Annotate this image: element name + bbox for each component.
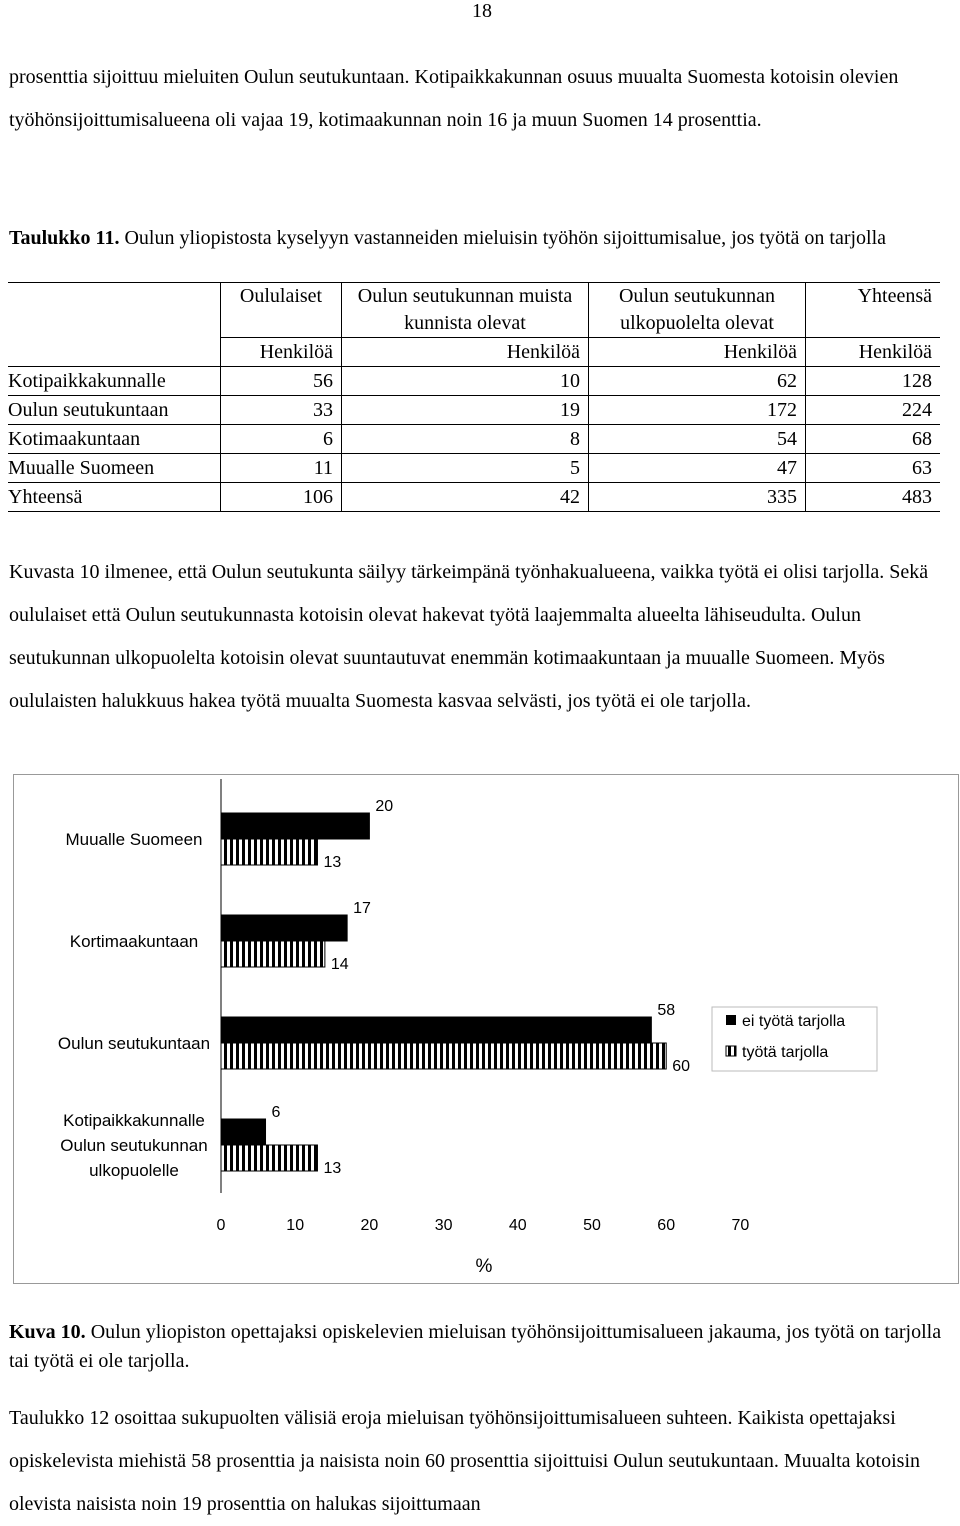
table-cell: 54 [589, 425, 806, 454]
table-row-label: Yhteensä [8, 483, 221, 512]
x-axis-title: % [475, 1256, 493, 1277]
table-unit-header: Henkilöä [221, 338, 342, 367]
table-caption [9, 224, 955, 253]
data-table [8, 282, 940, 512]
table-cell: 62 [589, 367, 806, 396]
table-unit-row [8, 338, 940, 367]
table-row [8, 454, 940, 483]
category-label: Kortimaakuntaan [69, 932, 199, 951]
x-tick-label: 10 [286, 1217, 305, 1234]
bar-data-label: 14 [330, 956, 349, 973]
table-caption-label: Taulukko 11. [9, 227, 120, 249]
paragraph-analysis: Kuvasta 10 ilmenee, että Oulun seutukunta säilyy tärkeimpänä työnhakualueena, vaikka työtä ei olisi tarjolla. Sekä oululaiset että Oulun seutukunnasta kotoisin olevat hakevat työtä laajemmalta alueelta lähiseudulta. Oulun seutukunnan ulkopuolelta kotoisin olevat suuntautuvat enemmän kotimaakuntaan ja muualle Suomeen. Myös oululaisten halukkuus hakea työtä muualta Suomesta kasvaa selvästi, jos työtä ei ole tarjolla. [9, 561, 929, 712]
bar-data-label: 13 [323, 854, 342, 871]
bar-offered [221, 1145, 317, 1171]
legend-label: työtä tarjolla [742, 1044, 829, 1061]
table-cell: 47 [589, 454, 806, 483]
table-cell: 8 [342, 425, 589, 454]
table-cell: 10 [342, 367, 589, 396]
category-label: Oulun seutukunnan [60, 1136, 208, 1155]
table-row [8, 483, 940, 512]
table-cell: 56 [221, 367, 342, 396]
x-tick-label: 40 [508, 1217, 527, 1234]
paragraph-intro: prosenttia sijoittuu mieluiten Oulun seutukuntaan. Kotipaikkakunnan osuus muualta Suomesta kotoisin olevien työhönsijoittumisalueena oli vajaa 19, kotimaakunnan noin 16 ja muun Suomen 14 prosenttia. [9, 66, 899, 131]
table-unit-header: Henkilöä [342, 338, 589, 367]
figure-caption-label: Kuva 10. [9, 1321, 86, 1343]
bar-data-label: 20 [375, 798, 394, 815]
x-tick-label: 30 [434, 1217, 453, 1234]
table-cell: 224 [806, 396, 941, 425]
table-cell: 42 [342, 483, 589, 512]
chart-frame [13, 774, 959, 1284]
table-cell: 172 [589, 396, 806, 425]
legend-swatch-solid [726, 1015, 736, 1025]
bar-data-label: 13 [323, 1160, 342, 1177]
bar-data-label: 6 [271, 1104, 281, 1121]
table-row-label: Kotimaakuntaan [8, 425, 221, 454]
bar-not-offered [221, 1119, 266, 1145]
table-cell: 63 [806, 454, 941, 483]
bar-offered [221, 941, 325, 967]
legend-label: ei työtä tarjolla [742, 1013, 846, 1030]
table-row-label: Kotipaikkakunnalle [8, 367, 221, 396]
bar-offered [221, 1043, 666, 1069]
table-row [8, 396, 940, 425]
x-tick-label: 70 [731, 1217, 750, 1234]
table-col-header: Yhteensä [806, 283, 941, 338]
category-label: Muualle Suomeen [65, 830, 203, 849]
table-row [8, 425, 940, 454]
x-tick-label: 60 [657, 1217, 676, 1234]
table-corner-cell [8, 338, 221, 367]
bar-chart [14, 775, 958, 1283]
bar-not-offered [221, 915, 347, 941]
bar-offered [221, 839, 317, 865]
table-row-label: Muualle Suomeen [8, 454, 221, 483]
table-unit-header: Henkilöä [589, 338, 806, 367]
table-cell: 483 [806, 483, 941, 512]
table-cell: 33 [221, 396, 342, 425]
table-cell: 106 [221, 483, 342, 512]
bar-not-offered [221, 813, 369, 839]
table-cell: 128 [806, 367, 941, 396]
category-label: ulkopuolelle [89, 1161, 179, 1180]
x-tick-label: 0 [216, 1217, 226, 1234]
x-tick-label: 50 [583, 1217, 601, 1234]
table-row-label: Oulun seutukuntaan [8, 396, 221, 425]
legend-swatch-striped [726, 1046, 736, 1056]
figure-caption-text: Oulun yliopiston opettajaksi opiskelevien mieluisan työhönsijoittumisalueen jakauma, jos työtä on tarjolla tai työtä ei ole tarjolla. [9, 1321, 942, 1372]
table-row [8, 367, 940, 396]
table-corner-cell [8, 283, 221, 338]
legend [712, 1007, 877, 1071]
page-number: 18 [472, 0, 492, 22]
table-col-header: Oulun seutukunnan ulkopuolelta olevat [589, 283, 806, 338]
bar-data-label: 17 [353, 900, 371, 917]
table-col-header: Oululaiset [221, 283, 342, 338]
table-cell: 335 [589, 483, 806, 512]
category-label: Kotipaikkakunnalle [63, 1111, 205, 1130]
bar-data-label: 58 [657, 1002, 676, 1019]
bar-data-label: 60 [672, 1058, 690, 1075]
bar-not-offered [221, 1017, 651, 1043]
x-tick-label: 20 [360, 1217, 379, 1234]
paragraph-gender: Taulukko 12 osoittaa sukupuolten välisiä eroja mieluisan työhönsijoittumisalueen suhteen. Kaikista opettajaksi opiskelevista miehistä 58 prosenttia ja naisista noin 60 prosenttia sijoittuisi Oulun seutukuntaan. Muualta kotoisin olevista naisista noin 19 prosenttia on halukas sijoittumaan [9, 1407, 920, 1515]
table-cell: 6 [221, 425, 342, 454]
table-cell: 5 [342, 454, 589, 483]
category-label: Oulun seutukuntaan [57, 1034, 211, 1053]
table-cell: 11 [221, 454, 342, 483]
table-cell: 68 [806, 425, 941, 454]
table-cell: 19 [342, 396, 589, 425]
table-col-header: Oulun seutukunnan muista kunnista olevat [342, 283, 589, 338]
figure-caption [9, 1318, 955, 1376]
table-header-row [8, 283, 940, 338]
table-caption-text: Oulun yliopistosta kyselyyn vastanneiden mieluisin työhön sijoittumisalue, jos työtä on tarjolla [119, 227, 887, 249]
table-unit-header: Henkilöä [806, 338, 941, 367]
